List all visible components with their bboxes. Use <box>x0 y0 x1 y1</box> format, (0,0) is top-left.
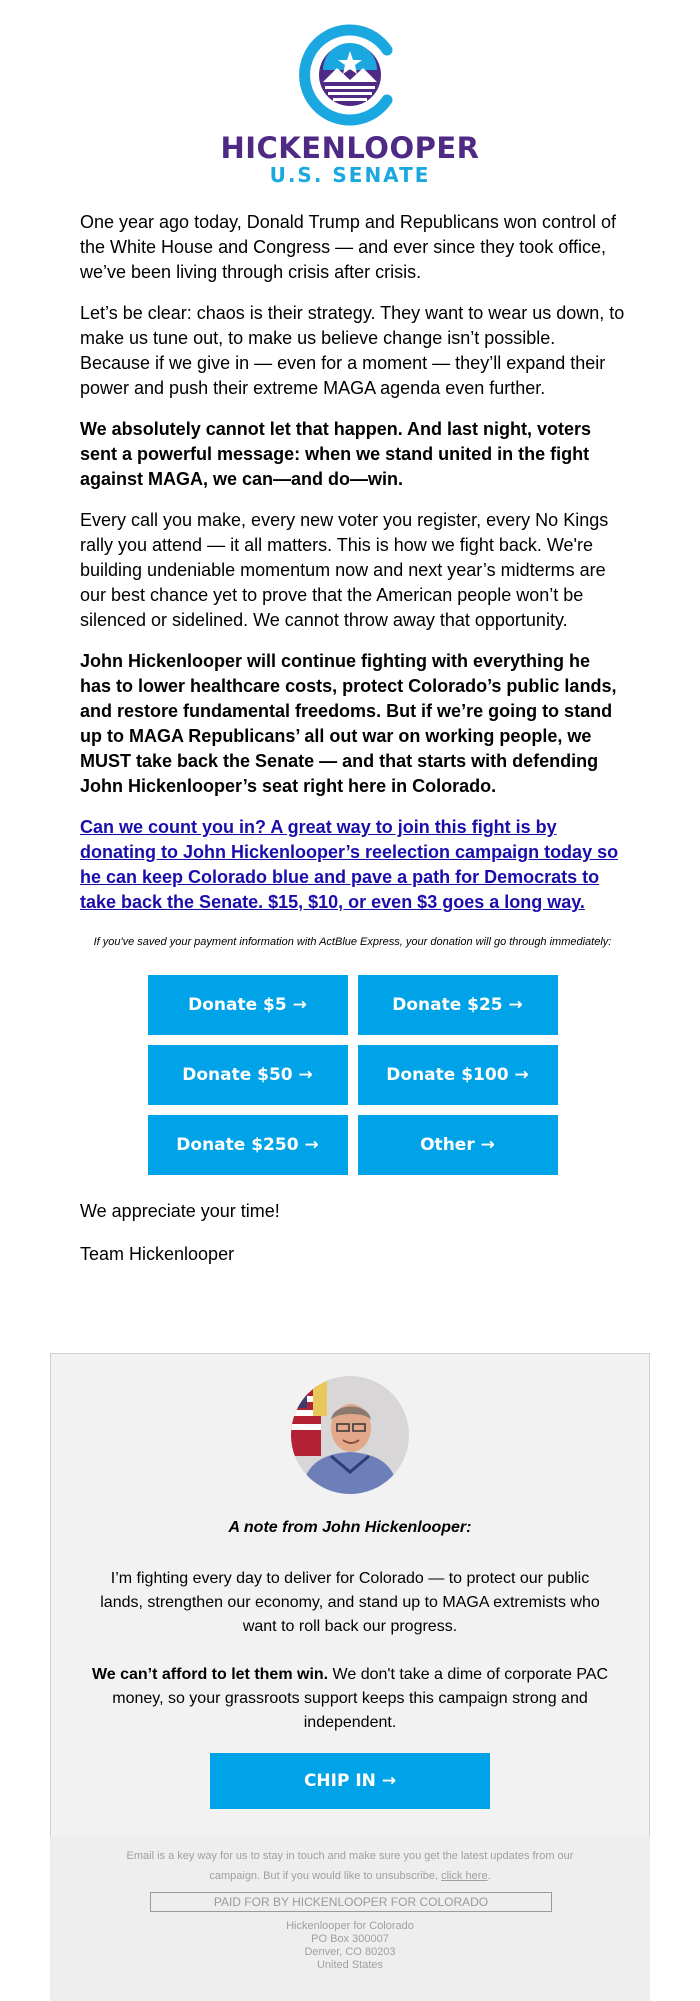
candidate-photo-icon <box>291 1376 409 1494</box>
donate-other-button[interactable]: Other → <box>358 1115 558 1175</box>
candidate-note-card <box>50 1353 650 1837</box>
email-body <box>80 210 625 1285</box>
donate-button-grid <box>148 975 558 1175</box>
donate-5-button[interactable]: Donate $5 → <box>148 975 348 1035</box>
donate-100-button[interactable]: Donate $100 → <box>358 1045 558 1105</box>
signoff <box>80 1199 625 1267</box>
unsubscribe-text <box>110 1846 590 1886</box>
note-text-1: I’m fighting every day to deliver for Colorado — to protect our public lands, strengthen our economy, and stand up to MAGA extremists who want to roll back our progress. <box>100 1570 600 1635</box>
note-text-2-rest: We don't take a dime of corporate PAC money, so your grassroots support keeps this campaign strong and independent. <box>112 1666 609 1731</box>
paid-for-disclaimer: PAID FOR BY HICKENLOOPER FOR COLORADO <box>150 1892 552 1912</box>
note-heading: A note from John Hickenlooper: <box>228 1519 472 1536</box>
note-text-2 <box>91 1663 609 1735</box>
signoff-team: Team Hickenlooper <box>80 1244 235 1264</box>
cta-paragraph <box>80 815 625 915</box>
paragraph-2: Let’s be clear: chaos is their strategy. They want to wear us down, to make us tune out, to make us believe change isn’t possible. Because if we give in — even for a moment — they’ll expand their power and push their extreme MAGA agenda even further. <box>80 303 625 398</box>
note-text-2-bold: We can’t afford to let them win. <box>91 1666 329 1683</box>
paragraph-1: One year ago today, Donald Trump and Republicans won control of the White House and Congress — and ever since they took office, we’ve been living through crisis after crisis. <box>80 212 616 282</box>
candidate-avatar <box>291 1376 409 1494</box>
campaign-logo <box>0 20 700 186</box>
address-line-4: United States <box>316 1959 384 1971</box>
donate-50-button[interactable]: Donate $50 → <box>148 1045 348 1105</box>
address-line-1: Hickenlooper for Colorado <box>286 1920 414 1932</box>
logo-emblem-icon <box>295 20 405 130</box>
donate-cta-link[interactable]: Can we count you in? A great way to join this fight is by donating to John Hickenlooper’s reelection campaign today so he can keep Colorado blue and pave a path for Democrats to take back the Senate. $15, $10, or even $3 goes a long way. <box>80 817 619 912</box>
paragraph-4: Every call you make, every new voter you register, every No Kings rally you attend — it all matters. This is how we fight back. We're building undeniable momentum now and next year’s midterms are our best chance yet to prove that the American people won’t be silenced or sidelined. We cannot throw away that opportunity. <box>80 510 609 630</box>
donate-25-button[interactable]: Donate $25 → <box>358 975 558 1035</box>
paragraph-3-bold: We absolutely cannot let that happen. And last night, voters sent a powerful message: when we stand united in the fight against MAGA, we can—and do—win. <box>80 419 592 489</box>
logo-subtitle: U.S. SENATE <box>269 163 431 187</box>
unsubscribe-link[interactable]: click here <box>441 1870 488 1882</box>
address-line-3: Denver, CO 80203 <box>304 1946 396 1958</box>
paragraph-5-bold: John Hickenlooper will continue fighting with everything he has to lower healthcare costs, protect Colorado’s public lands, and restore fundamental freedoms. But if we’re going to stand up to MAGA Republicans’ all out war on working people, we MUST take back the Senate — and that starts with defending John Hickenlooper’s seat right here in Colorado. <box>80 651 617 796</box>
email-footer <box>50 1836 650 2001</box>
donate-250-button[interactable]: Donate $250 → <box>148 1115 348 1175</box>
unsubscribe-message: Email is a key way for us to stay in touch and make sure you get the latest updates from our campaign. But if you would like to unsubscribe, <box>126 1850 574 1882</box>
actblue-express-note: If you've saved your payment information with ActBlue Express, your donation will go through immediately: <box>93 936 612 948</box>
unsubscribe-end: . <box>487 1870 491 1882</box>
signoff-thanks: We appreciate your time! <box>80 1201 280 1221</box>
address-line-2: PO Box 300007 <box>311 1933 389 1945</box>
mailing-address <box>50 1920 650 1972</box>
chip-in-button[interactable]: CHIP IN → <box>210 1753 490 1809</box>
logo-name: HICKENLOOPER <box>220 131 480 165</box>
